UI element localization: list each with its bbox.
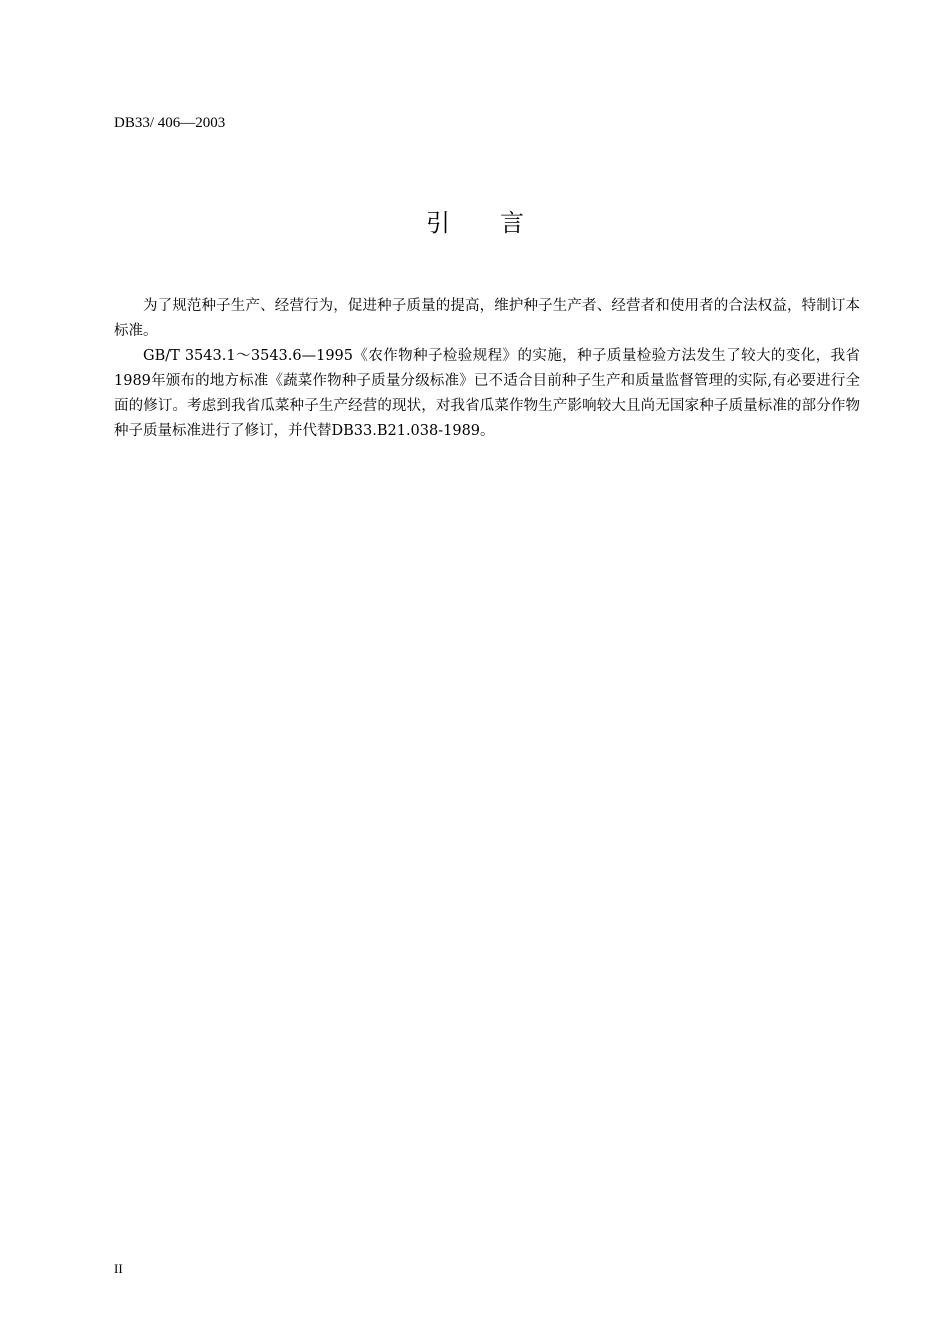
title-char-1: 引 [426, 209, 450, 237]
document-code: DB33/ 406—2003 [114, 115, 226, 131]
page-title [0, 207, 950, 239]
page-number: II [114, 1261, 123, 1276]
paragraph-2: GB/T 3543.1～3543.6—1995《农作物种子检验规程》的实施，种子质量检验方法发生了较大的变化，我省1989年颁布的地方标准《蔬菜作物种子质量分级标准》已不适合目前种子生产和质量监督管理的实际,有必要进行全面的修订。考虑到我省瓜菜种子生产经营的现状，对我省瓜菜作物生产影响较大且尚无国家种子质量标准的部分作物种子质量标准进行了修订，并代替DB33.B21.038-1989。 [114, 348, 860, 439]
introduction-body [114, 294, 860, 444]
title-char-2: 言 [500, 209, 524, 237]
paragraph-1: 为了规范种子生产、经营行为，促进种子质量的提高，维护种子生产者、经营者和使用者的合法权益，特制订本标准。 [114, 298, 860, 339]
